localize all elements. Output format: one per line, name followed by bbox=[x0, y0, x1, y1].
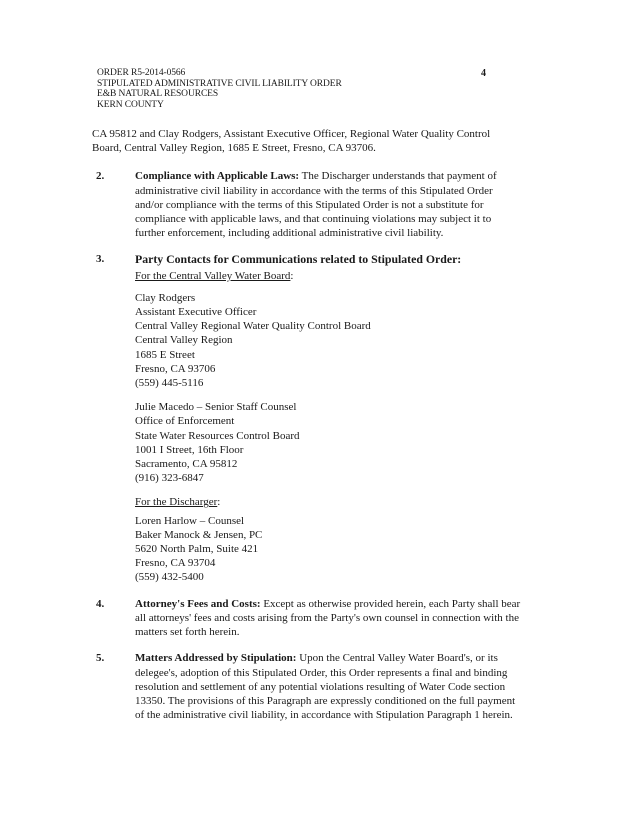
discharger-contacts-heading bbox=[135, 495, 522, 509]
board-contacts-heading bbox=[135, 269, 522, 283]
contact-line: (559) 445-5116 bbox=[135, 377, 204, 390]
section-title: Compliance with Applicable Laws: bbox=[135, 170, 300, 183]
contact-line: Julie Macedo – Senior Staff Counsel bbox=[135, 401, 297, 414]
section-body: Upon the Central Valley Water Board's, or its delegee's, adoption of this Stipulated Order, this Order represents a final and binding resolution and settlement of any potential violations resulting of Water Code section 13350. The provisions of this Paragraph are expressly conditioned on the full payment of the administrative civil liability, in accordance with Stipulation Paragraph 1 herein. bbox=[135, 652, 516, 722]
header-company: E&B NATURAL RESOURCES bbox=[97, 89, 219, 100]
contact-line: Clay Rodgers bbox=[135, 291, 196, 304]
discharger-heading-text: For the Discharger bbox=[135, 496, 218, 509]
section-3 bbox=[92, 252, 522, 584]
section-4 bbox=[92, 597, 522, 640]
section-4-paragraph bbox=[135, 597, 522, 640]
section-title: Party Contacts for Communications related to Stipulated Order: bbox=[135, 252, 462, 267]
section-2 bbox=[92, 169, 522, 240]
contact-julie-macedo bbox=[135, 400, 522, 485]
contact-loren-harlow bbox=[135, 514, 522, 585]
contact-line: Fresno, CA 93704 bbox=[135, 557, 216, 570]
section-title: Attorney's Fees and Costs: bbox=[135, 597, 261, 610]
contact-line: Assistant Executive Officer bbox=[135, 306, 257, 319]
section-title: Matters Addressed by Stipulation: bbox=[135, 652, 297, 665]
contact-line: Loren Harlow – Counsel bbox=[135, 514, 245, 527]
section-number: 2. bbox=[96, 170, 105, 183]
section-body: Except as otherwise provided herein, each Party shall bear all attorneys' fees and costs arising from the Party's own counsel in connection with the matters set forth herein. bbox=[135, 597, 521, 639]
section-number: 4. bbox=[96, 597, 105, 610]
document-header bbox=[97, 68, 342, 110]
contact-line: Baker Manock & Jensen, PC bbox=[135, 528, 263, 541]
contact-line: Central Valley Region bbox=[135, 334, 233, 347]
contact-line: (559) 432-5400 bbox=[135, 571, 204, 584]
contact-line: 1001 I Street, 16th Floor bbox=[135, 443, 244, 456]
header-order-title: STIPULATED ADMINISTRATIVE CIVIL LIABILITY ORDER bbox=[97, 78, 342, 89]
continuation-paragraph: CA 95812 and Clay Rodgers, Assistant Executive Officer, Regional Water Quality Control Board, Central Valley Region, 1685 E Street, Fresno, CA 93706. bbox=[92, 128, 491, 155]
section-2-paragraph bbox=[135, 169, 522, 240]
section-number: 5. bbox=[96, 652, 105, 665]
document-body bbox=[92, 127, 522, 722]
board-heading-colon: : bbox=[290, 269, 294, 282]
section-5-paragraph bbox=[135, 651, 522, 722]
contact-line: Fresno, CA 93706 bbox=[135, 362, 216, 375]
header-order-number: ORDER R5-2014-0566 bbox=[97, 68, 186, 78]
section-5 bbox=[92, 651, 522, 722]
contact-line: (916) 323-6847 bbox=[135, 472, 204, 485]
contact-clay-rodgers bbox=[135, 291, 522, 390]
contact-line: State Water Resources Control Board bbox=[135, 429, 300, 442]
contact-line: Sacramento, CA 95812 bbox=[135, 458, 238, 471]
discharger-heading-colon: : bbox=[217, 496, 221, 509]
section-number: 3. bbox=[96, 253, 105, 266]
header-county: KERN COUNTY bbox=[97, 99, 164, 110]
contact-line: Central Valley Regional Water Quality Control Board bbox=[135, 320, 371, 333]
board-heading-text: For the Central Valley Water Board bbox=[135, 269, 291, 282]
section-body: The Discharger understands that payment of administrative civil liability in accordance with the terms of this Stipulated Order and/or compliance with the terms of this Stipulated Order is not a substitute for compliance with applicable laws, and that continuing violations may subject it to further enforcement, including additional administrative civil liability. bbox=[135, 170, 497, 240]
contact-line: 1685 E Street bbox=[135, 348, 195, 361]
contact-line: Office of Enforcement bbox=[135, 415, 235, 428]
contact-line: 5620 North Palm, Suite 421 bbox=[135, 543, 259, 556]
page-number: 4 bbox=[481, 68, 486, 79]
